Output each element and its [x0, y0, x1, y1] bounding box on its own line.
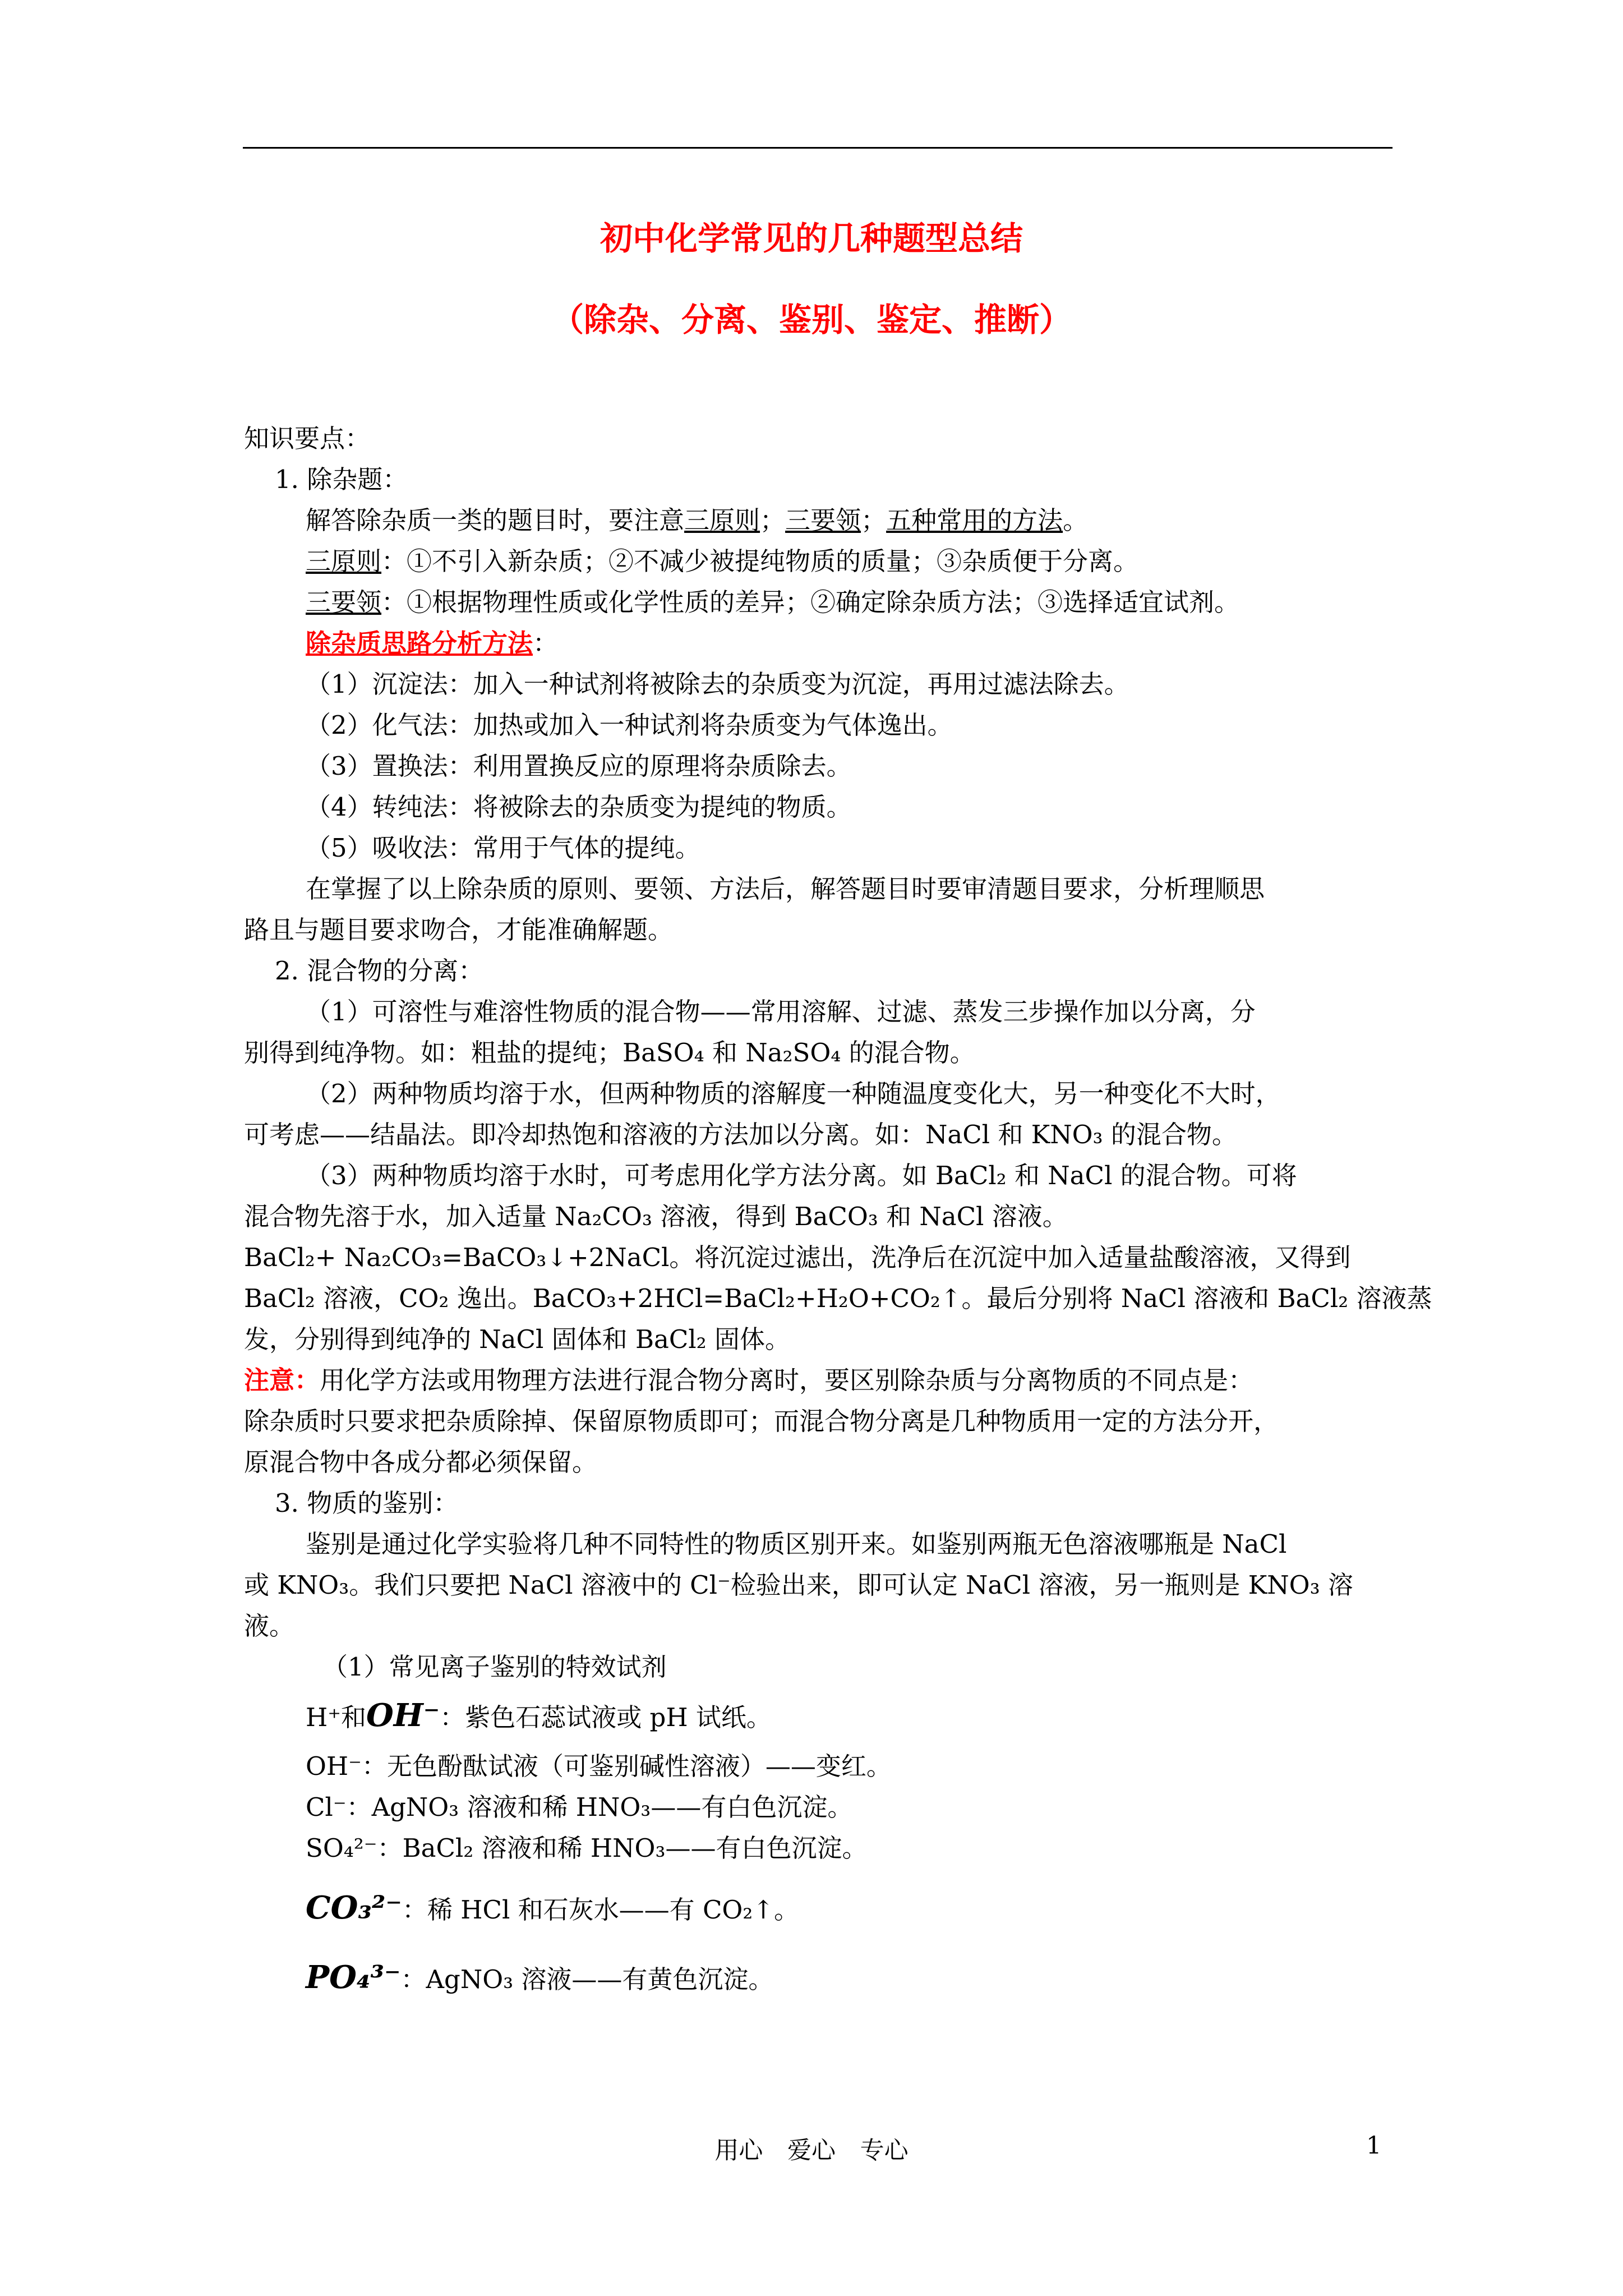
- principles-text: ：①不引入新杂质；②不减少被提纯物质的质量；③杂质便于分离。: [381, 546, 1139, 576]
- page-number: 1: [1366, 2132, 1382, 2160]
- section-1-intro: [244, 500, 1394, 541]
- method-item: （1）沉淀法：加入一种试剂将被除去的杂质变为沉淀，再用过滤法除去。: [306, 669, 1129, 699]
- ion-reagent-subheading: （1）常见离子鉴别的特效试剂: [322, 1652, 667, 1682]
- ion-reagent: ：紫色石蕊试液或 pH 试纸。: [440, 1703, 772, 1732]
- essentials-label: 三要领: [306, 587, 382, 617]
- ion-item: [244, 1880, 1394, 1938]
- method-item: （4）转纯法：将被除去的杂质变为提纯的物质。: [306, 792, 852, 822]
- ion-item: [244, 1687, 1394, 1746]
- essentials-line: [244, 582, 1394, 623]
- principles-line: [244, 541, 1394, 582]
- note-text: 用化学方法或用物理方法进行混合物分离时，要区别除杂质与分离物质的不同点是：: [320, 1365, 1254, 1395]
- ion-reagent: ：稀 HCl 和石灰水——有 CO₂↑。: [402, 1895, 800, 1925]
- intro-sep: ；: [760, 505, 786, 535]
- ion-formula: OH⁻: [306, 1751, 362, 1781]
- separation-text: BaCl₂+ Na₂CO₃=BaCO₃↓+2NaCl。将沉淀过滤出，洗净后在沉淀中加入适量盐酸溶液，又得到: [244, 1243, 1351, 1272]
- header-rule: [243, 147, 1393, 149]
- ion-prefix: H⁺和: [306, 1703, 366, 1732]
- ion-formula: PO₄³⁻: [306, 1959, 401, 1996]
- section-3-heading: 3. 物质的鉴别：: [275, 1488, 459, 1518]
- methods-title: [244, 623, 1394, 664]
- separation-text: 发，分别得到纯净的 NaCl 固体和 BaCl₂ 固体。: [244, 1324, 791, 1354]
- intro-lead: 解答除杂质一类的题目时，要注意: [306, 505, 685, 535]
- separation-text: 别得到纯净物。如：粗盐的提纯；BaSO₄ 和 Na₂SO₄ 的混合物。: [244, 1038, 975, 1068]
- ion-item: [244, 1828, 1394, 1869]
- ion-item: [244, 1746, 1394, 1787]
- principles-label: 三原则: [306, 546, 382, 576]
- note-line: [244, 1360, 1394, 1401]
- methods-title-label: 除杂质思路分析方法: [306, 628, 533, 658]
- intro-tail: 。: [1063, 505, 1089, 535]
- ion-formula: SO₄²⁻: [306, 1833, 377, 1863]
- ion-formula: Cl⁻: [306, 1792, 347, 1822]
- conclusion-line: 路且与题目要求吻合，才能准确解题。: [244, 915, 674, 945]
- footer-motto: 用心 爱心 专心: [714, 2137, 909, 2165]
- ion-reagent: ：AgNO₃ 溶液——有黄色沉淀。: [400, 1964, 774, 1994]
- ion-formula: CO₃²⁻: [306, 1889, 402, 1926]
- method-item: （5）吸收法：常用于气体的提纯。: [306, 833, 700, 863]
- section-2-heading: 2. 混合物的分离：: [275, 956, 484, 986]
- separation-text: BaCl₂ 溶液，CO₂ 逸出。BaCO₃+2HCl=BaCl₂+H₂O+CO₂↑。最后分别将 NaCl 溶液和 BaCl₂ 溶液蒸: [244, 1283, 1432, 1313]
- ion-reagent: ：BaCl₂ 溶液和稀 HNO₃——有白色沉淀。: [377, 1833, 868, 1863]
- section-1-heading: 1. 除杂题：: [275, 464, 408, 494]
- essentials-text: ：①根据物理性质或化学性质的差异；②确定除杂质方法；③选择适宜试剂。: [381, 587, 1240, 617]
- identification-text: 或 KNO₃。我们只要把 NaCl 溶液中的 Cl⁻检验出来，即可认定 NaCl 溶液，另一瓶则是 KNO₃ 溶: [244, 1570, 1353, 1600]
- document-body: [244, 418, 1432, 2008]
- intro-three-principles: 三原则: [684, 505, 760, 535]
- identification-text: 液。: [244, 1611, 295, 1641]
- intro-three-essentials: 三要领: [785, 505, 861, 535]
- intro-sep: ；: [861, 505, 887, 535]
- methods-title-colon: ：: [533, 628, 559, 658]
- separation-text: （3）两种物质均溶于水时，可考虑用化学方法分离。如 BaCl₂ 和 NaCl 的混合物。可将: [306, 1161, 1297, 1190]
- conclusion-line: 在掌握了以上除杂质的原则、要领、方法后，解答题目时要审清题目要求，分析理顺思: [306, 874, 1265, 904]
- intro-five-methods: 五种常用的方法: [886, 505, 1063, 535]
- method-item: （3）置换法：利用置换反应的原理将杂质除去。: [306, 751, 852, 781]
- note-label: 注意：: [244, 1365, 320, 1395]
- ion-reagent: ：无色酚酞试液（可鉴别碱性溶液）——变红。: [361, 1751, 892, 1781]
- separation-text: 混合物先溶于水，加入适量 Na₂CO₃ 溶液，得到 BaCO₃ 和 NaCl 溶液。: [244, 1202, 1068, 1231]
- separation-text: （2）两种物质均溶于水，但两种物质的溶解度一种随温度变化大，另一种变化不大时，: [306, 1079, 1281, 1108]
- document-title: 初中化学常见的几种题型总结: [600, 219, 1023, 257]
- separation-text: 可考虑——结晶法。即冷却热饱和溶液的方法加以分离。如：NaCl 和 KNO₃ 的混合物。: [244, 1120, 1237, 1149]
- ion-item: [244, 1949, 1394, 2008]
- ion-reagent: ：AgNO₃ 溶液和稀 HNO₃——有白色沉淀。: [346, 1792, 853, 1822]
- ion-item: [244, 1787, 1394, 1828]
- separation-text: （1）可溶性与难溶性物质的混合物——常用溶解、过滤、蒸发三步操作加以分离，分: [306, 997, 1256, 1027]
- note-line: 原混合物中各成分都必须保留。: [244, 1447, 598, 1477]
- identification-text: 鉴别是通过化学实验将几种不同特性的物质区别开来。如鉴别两瓶无色溶液哪瓶是 NaCl: [306, 1529, 1287, 1559]
- document-subtitle: （除杂、分离、鉴别、鉴定、推断）: [551, 301, 1072, 339]
- method-item: （2）化气法：加热或加入一种试剂将杂质变为气体逸出。: [306, 710, 953, 740]
- ion-formula: OH⁻: [366, 1697, 440, 1734]
- knowledge-points-label: 知识要点：: [244, 424, 371, 453]
- note-line: 除杂质时只要求把杂质除掉、保留原物质即可；而混合物分离是几种物质用一定的方法分开，: [244, 1406, 1279, 1436]
